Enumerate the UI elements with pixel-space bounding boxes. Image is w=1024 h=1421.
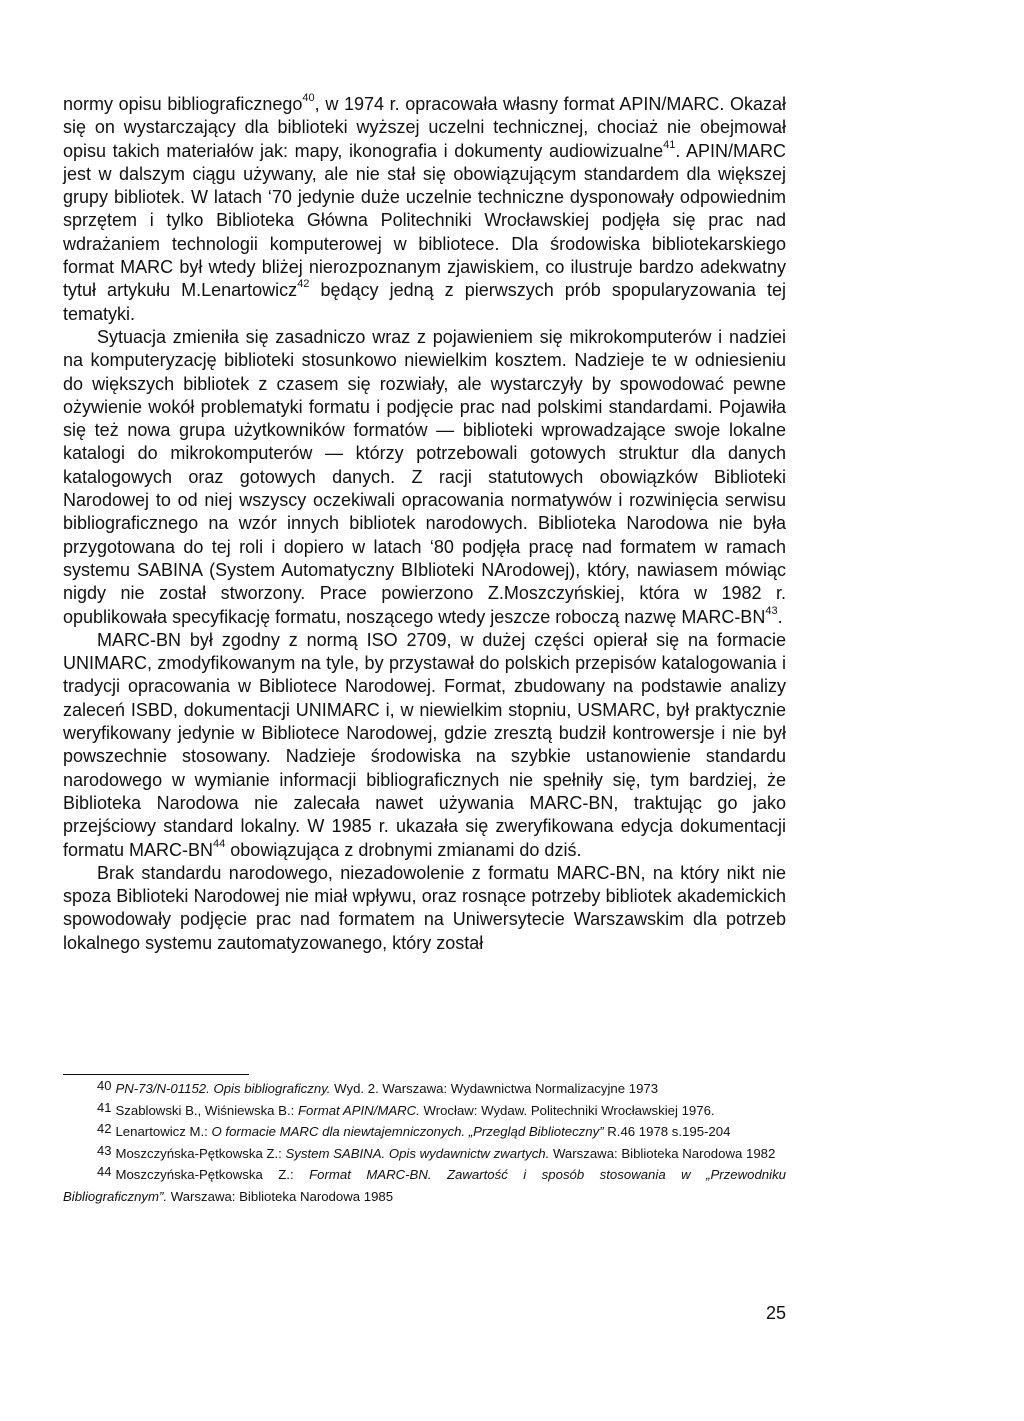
text-run: Brak standardu narodowego, niezadowolenie z formatu MARC-BN, na który nikt nie spoza Biblioteki Narodowej nie miał wpływu, oraz rosnące potrzeby bibliotek akademickich spowodowały podjęcie prac nad formatem na Uniwersytecie Warszawskim dla potrzeb lokalnego systemu zautomatyzowanego, który został [63,862,786,953]
paragraph [63,629,786,862]
footnote-number: 44 [97,1164,112,1179]
italic-text: PN-73/N-01152. Opis bibliograficzny. [115,1081,331,1096]
text-run: Warszawa: Biblioteka Narodowa 1985 [167,1188,394,1204]
footnote-number: 42 [97,1121,112,1136]
footnote-ref: 44 [213,837,226,850]
footnote [63,1100,786,1122]
text-run: Sytuacja zmieniła się zasadniczo wraz z pojawieniem się mikrokomputerów i nadziei na komputeryzację biblioteki stosunkowo niewielkim kosztem. Nadzieje te w odniesieniu do większych bibliotek z czasem się rozwiały, ale wystarczyły by spowodować pewne ożywienie wokół problematyki formatu i podjęcie prac nad polskimi standardami. Pojawiła się też nowa grupa użytkowników formatów — biblioteki wprowadzające swoje lokalne katalogi do mikrokomputerów — którzy potrzebowali gotowych struktur dla danych katalogowych oraz gotowych danych. Z racji statutowych obowiązków Biblioteki Narodowej to od niej wszyscy oczekiwali opracowania normatywów i rozwinięcia serwisu bibliograficznego na wzór innych bibliotek narodowych. Biblioteka Narodowa nie była przygotowana do tej roli i dopiero w latach ‘80 podjęła pracę nad formatem w ramach systemu SABINA (System Automatyczny BIblioteki NArodowej), który, nawiasem mówiąc nigdy nie został stworzony. Prace powierzono Z.Moszczyńskiej, która w 1982 r. opublikowała specyfikację formatu, noszącego wtedy jeszcze roboczą nazwę MARC-BN [63,326,786,627]
text-run: Moszczyńska-Pętkowska Z.: [115,1145,286,1161]
italic-text: Format APIN/MARC. [297,1102,420,1118]
italic-text: O formacie MARC dla niewtajemniczonych. „Przegląd Biblioteczny” [211,1124,604,1139]
footnote-number: 40 [97,1078,112,1093]
text-run: Lenartowicz M.: [115,1124,212,1139]
italic-text: System SABINA. Opis wydawnictw zwartych. [285,1145,550,1161]
paragraph [63,862,786,955]
footnote-ref: 41 [663,138,676,151]
text-run: będący jedną z pierwszych prób spopularyzowania tej tematyki. [63,280,786,324]
text-run: Warszawa: Biblioteka Narodowa 1982 [549,1145,776,1161]
page-body [63,93,786,955]
footnote-ref: 40 [302,92,315,104]
text-run: R.46 1978 s.195-204 [603,1124,731,1139]
paragraph [63,326,786,629]
text-run: . [777,606,783,627]
paragraph [63,93,786,326]
text-run: . APIN/MARC jest w dalszym ciągu używany, ale nie stał się obowiązującym standardem dla większej grupy bibliotek. W latach ‘70 jedynie duże uczelnie techniczne dysponowały odpowiednim sprzętem i tylko Biblioteka Główna Politechniki Wrocławskiej podjęła się prac nad wdrażaniem technologii komputerowej w bibliotece. Dla środowiska bibliotekarskiego format MARC był wtedy bliżej nierozpoznanym zjawiskiem, co ilustruje bardzo adekwatny tytuł artykułu M.Lenartowicz [63,140,787,301]
text-run: , w 1974 r. opracowała własny format APIN/MARC. Okazał się on wystarczający dla biblioteki wyższej uczelni technicznej, chociaż nie obejmował opisu takich materiałów jak: mapy, ikonografia i dokumenty audiowizualne [63,94,786,161]
footnote [63,1143,786,1165]
footnote [63,1164,786,1207]
text-run: Szablowski B., Wiśniewska B.: [115,1102,298,1118]
footnote-number: 43 [97,1142,112,1158]
text-run: obowiązująca z drobnymi zmianami do dziś. [225,839,582,860]
footnote [63,1121,786,1143]
page-number: 25 [765,1303,786,1323]
footnote-ref: 43 [765,604,778,617]
footnote-separator [63,1074,249,1075]
footnote [63,1078,786,1100]
text-run: Wrocław: Wydaw. Politechniki Wrocławskiej 1976. [419,1102,715,1118]
footnote-number: 41 [97,1099,112,1115]
footnotes [63,1078,786,1207]
text-run: normy opisu bibliograficznego [63,94,303,114]
italic-text: Format MARC-BN. Zawartość i sposób stosowania w „Przewodniku Bibliograficznym”. [63,1167,786,1204]
text-run: MARC-BN był zgodny z normą ISO 2709, w dużej części opierał się na formacie UNIMARC, zmodyfikowanym na tyle, by przystawał do polskich przepisów katalogowania i tradycji opracowania w Bibliotece Narodowej. Format, zbudowany na podstawie analizy zaleceń ISBD, dokumentacji UNIMARC i, w niewielkim stopniu, USMARC, był praktycznie weryfikowany jedynie w Bibliotece Narodowej, gdzie zresztą budził kontrowersje i nie był powszechnie stosowany. Nadzieje środowiska na szybkie ustanowienie standardu narodowego w wymianie informacji bibliograficznych nie spełniły się, tym bardziej, że Biblioteka Narodowa nie zalecała nawet używania MARC-BN, traktując go jako przejściowy standard lokalny. W 1985 r. ukazała się zweryfikowana edycja dokumentacji formatu MARC-BN [63,629,786,860]
main-text [63,93,786,955]
text-run: Moszczyńska-Pętkowska Z.: [115,1167,310,1182]
footnote-ref: 42 [297,278,310,291]
text-run: Wyd. 2. Warszawa: Wydawnictwa Normalizacyjne 1973 [330,1081,659,1096]
